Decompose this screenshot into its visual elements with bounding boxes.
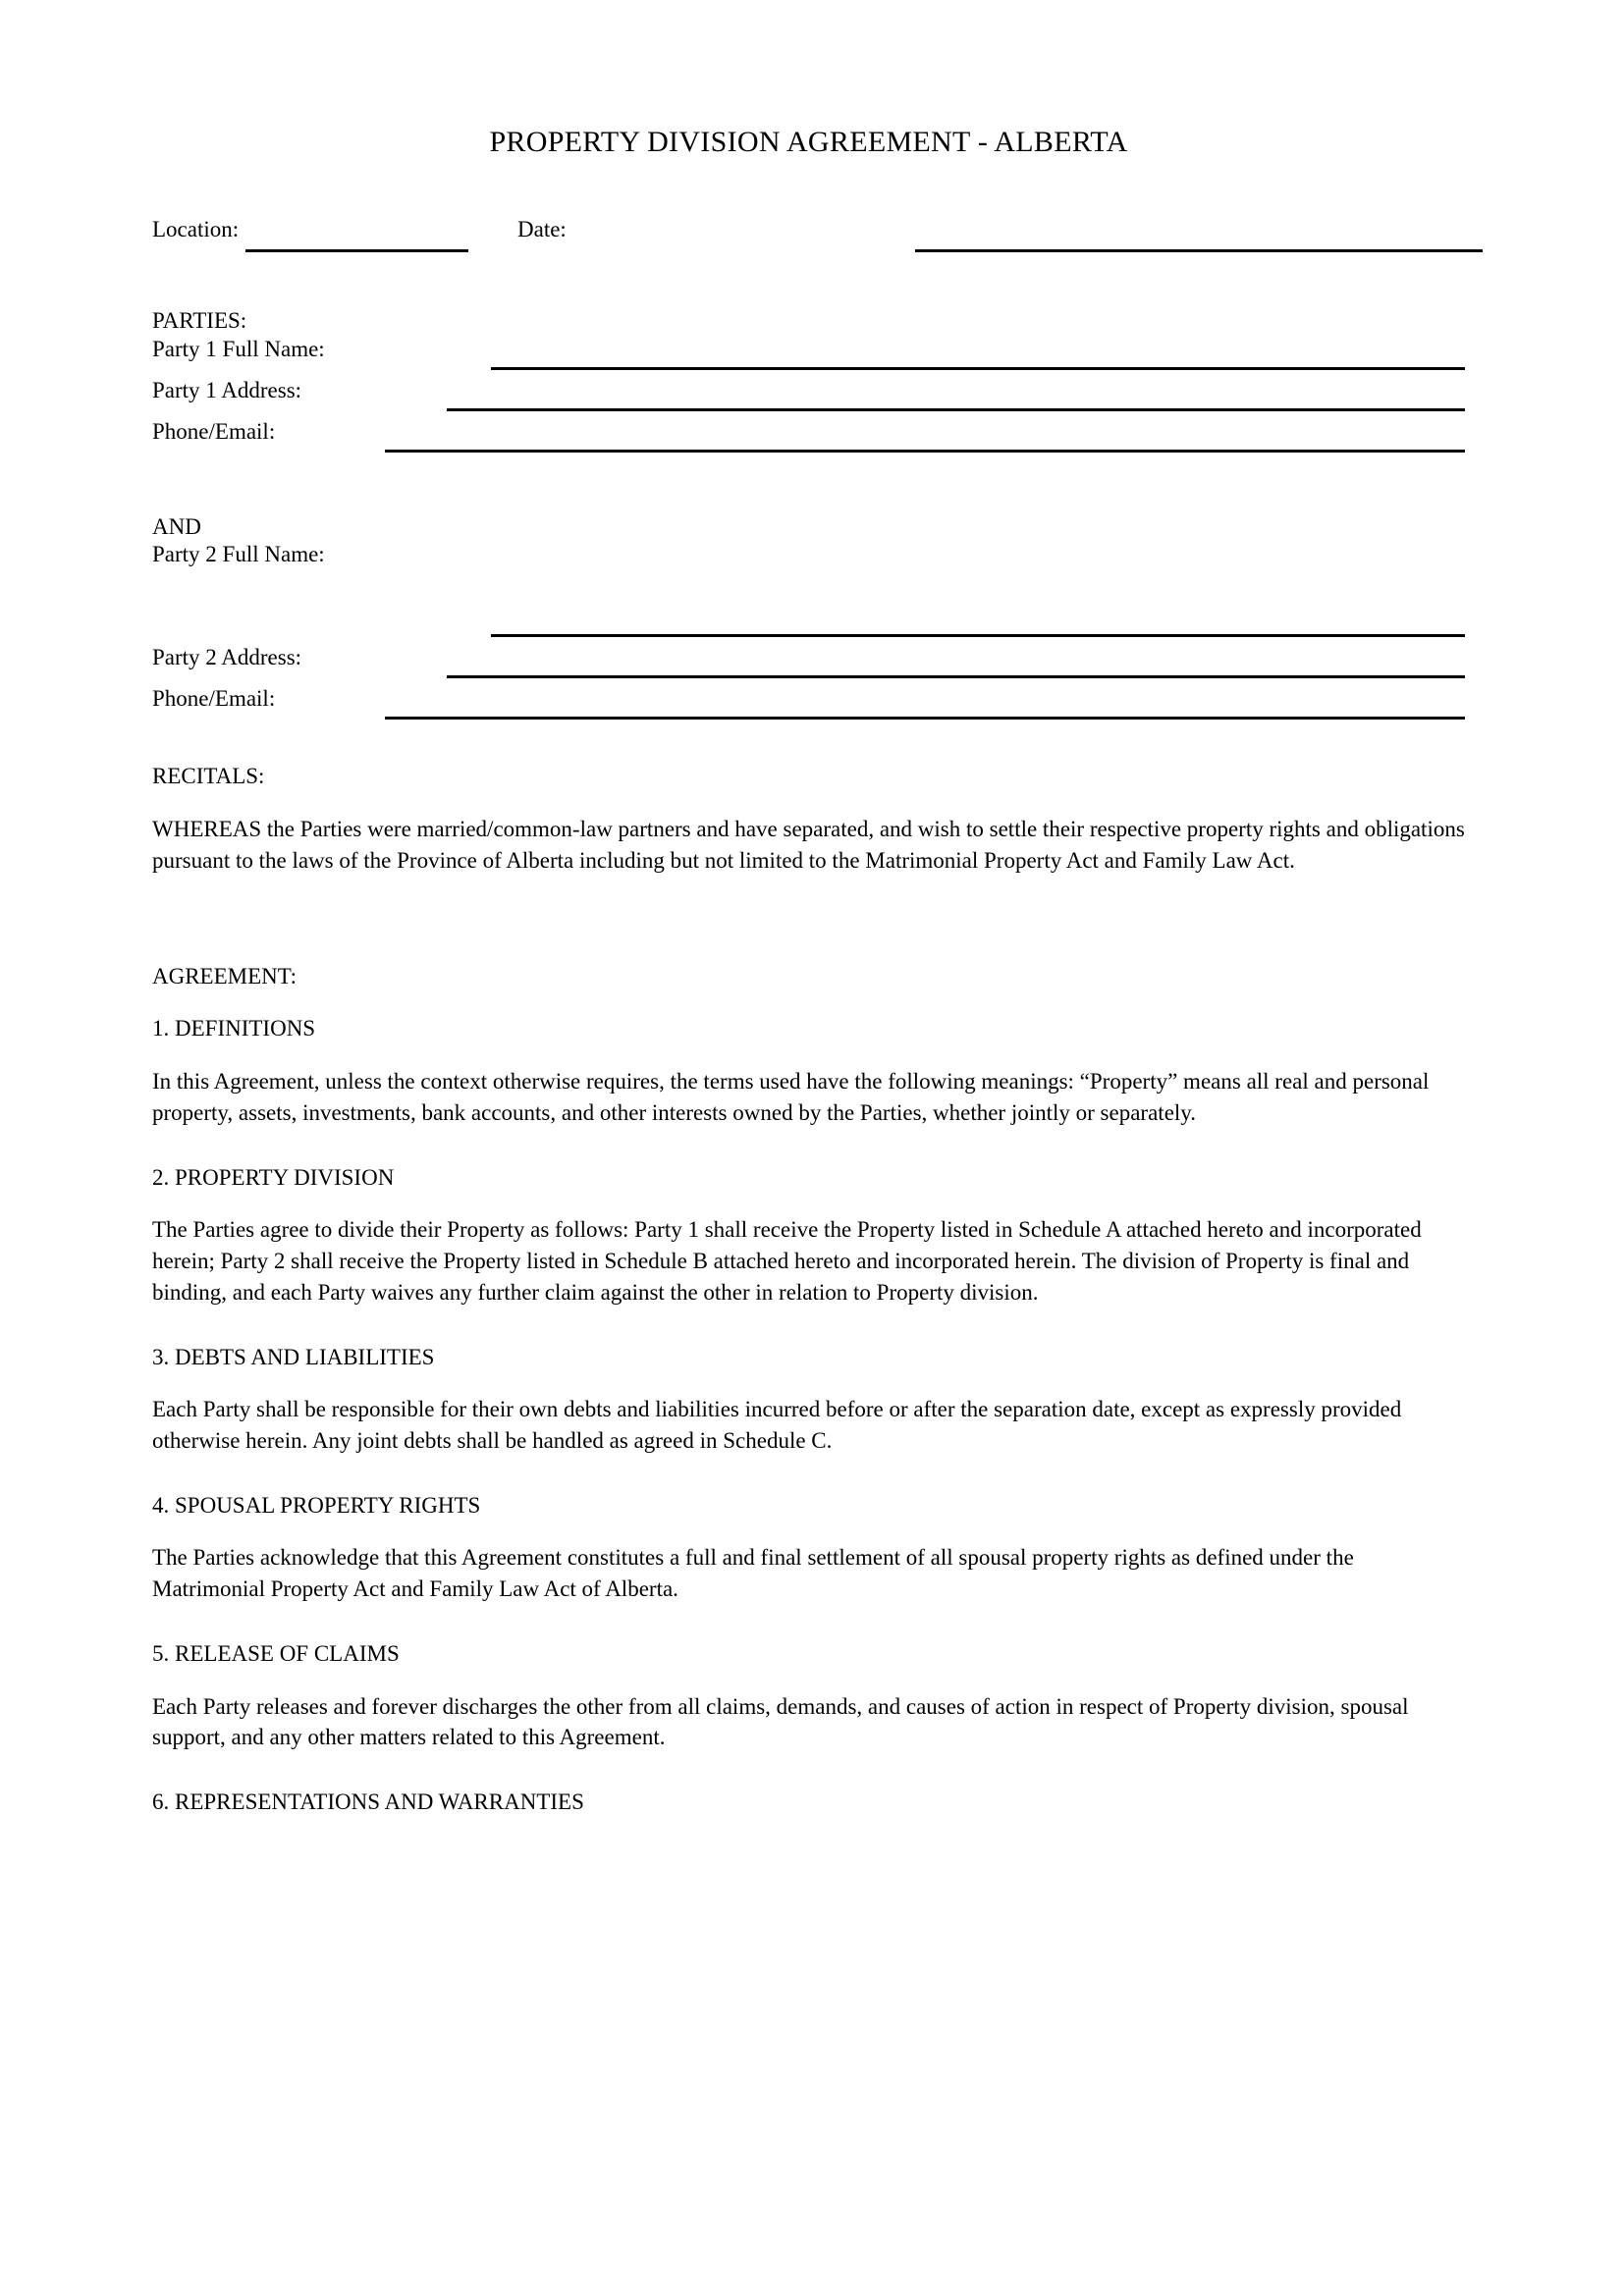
party1-address-row xyxy=(152,378,1465,419)
location-date-row xyxy=(152,217,1465,262)
clause-text-5: Each Party releases and forever discharges the other from all claims, demands, and causes of action in respect of Property division, spousal support, and any other matters related to this Agreement. xyxy=(152,1693,1409,1750)
agreement-heading: AGREEMENT: xyxy=(152,963,298,988)
location-label: Location: xyxy=(152,217,240,241)
party1-name-label: Party 1 Full Name: xyxy=(152,336,325,361)
agreement-clause xyxy=(152,1013,1465,1128)
spacer xyxy=(152,1605,1465,1638)
clause-text-1: In this Agreement, unless the context otherwise requires, the terms used have the following meanings: “Property” means all real and personal property, assets, investments, bank accounts, and other interests owned by the Parties, whether jointly or separately. xyxy=(152,1069,1430,1125)
document-content xyxy=(152,0,1465,1818)
agreement-clause xyxy=(152,1638,1465,1753)
spacer xyxy=(152,1044,1465,1066)
spacer xyxy=(152,792,1465,814)
party2-address-label: Party 2 Address: xyxy=(152,645,302,670)
recitals-text: WHEREAS the Parties were married/common-law partners and have separated, and wish to settle their respective property rights and obligations pursuant to the laws of the Province of Alberta including but not limited to the Matrimonial Property Act and Family Law Act. xyxy=(152,817,1465,873)
spacer xyxy=(152,1129,1465,1162)
clause-heading-2: 2. PROPERTY DIVISION xyxy=(152,1164,395,1190)
party1-name-input-line[interactable] xyxy=(491,367,1465,370)
party2-address-row xyxy=(152,645,1465,686)
party1-contact-input-line[interactable] xyxy=(385,450,1465,453)
agreement-clause xyxy=(152,1162,1465,1308)
clause-text-4: The Parties acknowledge that this Agreement constitutes a full and final settlement of all spousal property rights as defined under the Matrimonial Property Act and Family Law Act of Alberta. xyxy=(152,1545,1354,1602)
agreement-section xyxy=(152,961,1465,1818)
spacer xyxy=(152,727,1465,761)
date-label: Date: xyxy=(517,217,567,241)
parties-spacer xyxy=(152,460,1465,511)
date-input-line[interactable] xyxy=(915,249,1483,252)
clause-text-2: The Parties agree to divide their Property as follows: Party 1 shall receive the Property listed in Schedule A attached hereto and incorporated herein; Party 2 shall receive the Property listed in Schedule B attached hereto and incorporated herein. The division of Property is final and binding, and each Party waives any further claim against the other in relation to Property division. xyxy=(152,1217,1422,1305)
spacer xyxy=(152,991,1465,1013)
page-title: PROPERTY DIVISION AGREEMENT - ALBERTA xyxy=(489,126,1128,158)
spacer xyxy=(152,1670,1465,1691)
parties-section xyxy=(152,305,1465,727)
clause-heading-5: 5. RELEASE OF CLAIMS xyxy=(152,1640,400,1666)
clause-heading-3: 3. DEBTS AND LIABILITIES xyxy=(152,1344,435,1369)
agreement-clause xyxy=(152,1490,1465,1605)
party2-contact-label: Phone/Email: xyxy=(152,686,276,712)
recitals-heading: RECITALS: xyxy=(152,764,265,789)
party2-address-input-line[interactable] xyxy=(447,675,1465,678)
parties-conjunction: AND xyxy=(152,513,201,539)
location-input-line[interactable] xyxy=(245,249,468,252)
party2-name-row xyxy=(152,542,1465,645)
party1-address-label: Party 1 Address: xyxy=(152,377,302,402)
parties-heading: PARTIES: xyxy=(152,308,247,333)
spacer xyxy=(152,1457,1465,1490)
party1-address-input-line[interactable] xyxy=(447,408,1465,411)
party1-contact-label: Phone/Email: xyxy=(152,418,276,444)
spacer xyxy=(152,877,1465,961)
spacer xyxy=(152,1372,1465,1394)
party2-contact-input-line[interactable] xyxy=(385,717,1465,720)
spacer xyxy=(152,1753,1465,1787)
recitals-section xyxy=(152,761,1465,876)
party1-contact-row xyxy=(152,419,1465,460)
party2-name-input-line[interactable] xyxy=(491,634,1465,637)
spacer xyxy=(152,1521,1465,1542)
spacer xyxy=(152,1193,1465,1214)
party2-name-label: Party 2 Full Name: xyxy=(152,542,325,567)
clause-heading-1: 1. DEFINITIONS xyxy=(152,1016,316,1041)
clause-text-3: Each Party shall be responsible for their own debts and liabilities incurred before or after the separation date, except as expressly provided otherwise herein. Any joint debts shall be handled as agreed in Schedule C. xyxy=(152,1397,1402,1454)
clause-heading-6: 6. REPRESENTATIONS AND WARRANTIES xyxy=(152,1789,584,1815)
agreement-clause xyxy=(152,1342,1465,1457)
agreement-clause xyxy=(152,1787,1465,1818)
clause-heading-4: 4. SPOUSAL PROPERTY RIGHTS xyxy=(152,1492,481,1518)
party2-contact-row xyxy=(152,686,1465,727)
spacer xyxy=(152,1308,1465,1342)
party1-name-row xyxy=(152,337,1465,378)
